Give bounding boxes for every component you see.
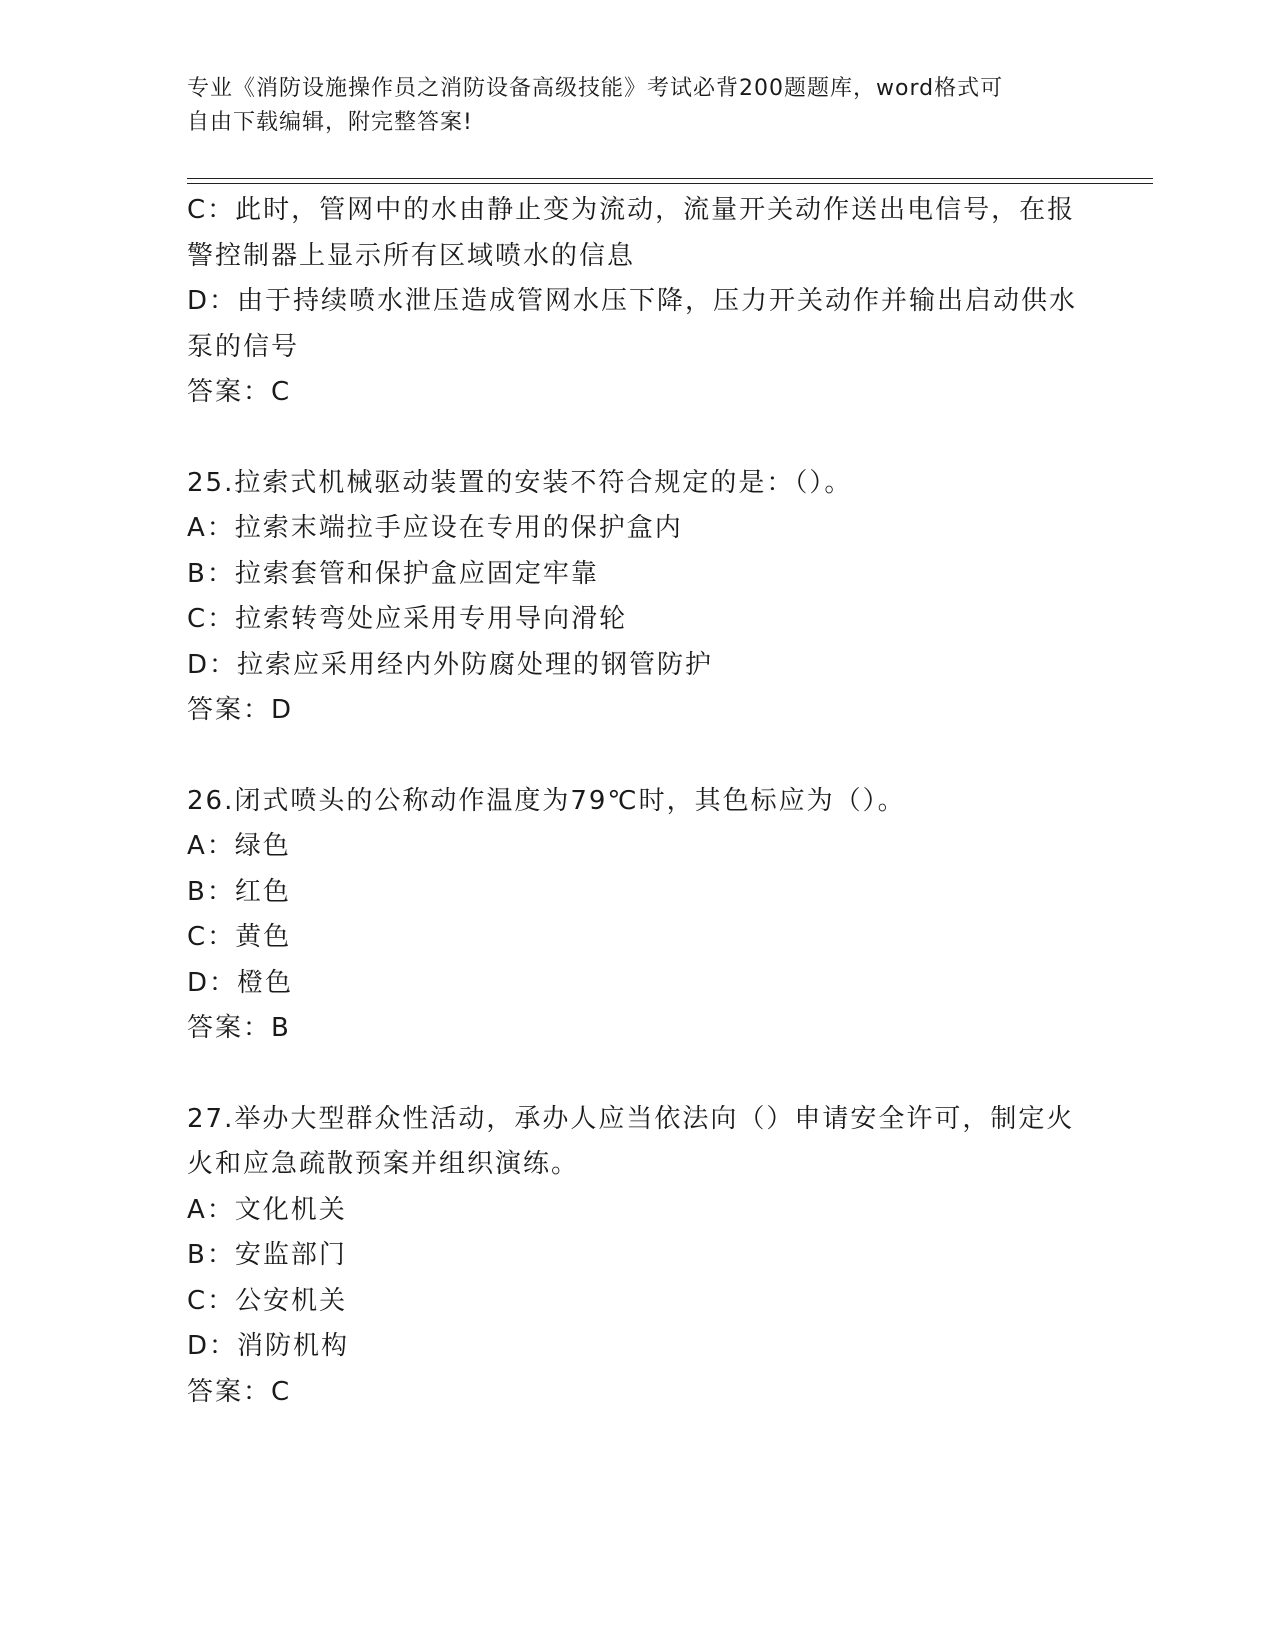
spacer (187, 416, 1087, 461)
option-c: C：拉索转弯处应采用专用导向滑轮 (187, 604, 628, 634)
option-a: A：绿色 (187, 831, 291, 861)
option-b: B：拉索套管和保护盒应固定牢靠 (187, 558, 599, 589)
question-25 (187, 461, 1087, 734)
option-d: D：由于持续喷水泄压造成管网水压下降，压力开关动作并输出启动供水泵的信号 (187, 286, 1078, 362)
option-c: C：公安机关 (187, 1285, 348, 1316)
answer: 答案：B (187, 1013, 291, 1043)
question-stem: 26.闭式喷头的公称动作温度为79℃时，其色标应为（）。 (187, 785, 906, 816)
option-b: B：安监部门 (187, 1240, 347, 1270)
option-b: B：红色 (187, 876, 291, 907)
option-d: D：橙色 (187, 967, 294, 998)
option-c: C：黄色 (187, 922, 292, 952)
option-c: C：此时，管网中的水由静止变为流动，流量开关动作送出电信号，在报警控制器上显示所有区域喷水的信息 (187, 195, 1076, 271)
answer: 答案：C (187, 377, 292, 407)
option-a: A：文化机关 (187, 1194, 347, 1225)
question-stem: 25.拉索式机械驱动装置的安装不符合规定的是：（）。 (187, 467, 853, 498)
option-d: D：拉索应采用经内外防腐处理的钢管防护 (187, 649, 714, 680)
spacer (187, 734, 1087, 779)
continued-question (187, 188, 1087, 416)
option-d: D：消防机构 (187, 1331, 350, 1361)
question-26 (187, 779, 1087, 1052)
option-a: A：拉索末端拉手应设在专用的保护盒内 (187, 513, 683, 543)
header-title-line-1: 专业《消防设施操作员之消防设备高级技能》考试必背200题题库，word格式可 (187, 76, 1004, 101)
header-divider (187, 178, 1153, 184)
spacer (187, 1052, 1087, 1097)
header-title-line-2: 自由下载编辑，附完整答案! (187, 110, 473, 135)
question-stem: 27.举办大型群众性活动，承办人应当依法向（）申请安全许可，制定火火和应急疏散预案并组织演练。 (187, 1103, 1075, 1179)
question-27 (187, 1097, 1087, 1416)
question-list (187, 188, 1087, 1415)
document-header (187, 72, 1087, 140)
answer: 答案：C (187, 1376, 292, 1407)
answer: 答案：D (187, 695, 294, 725)
